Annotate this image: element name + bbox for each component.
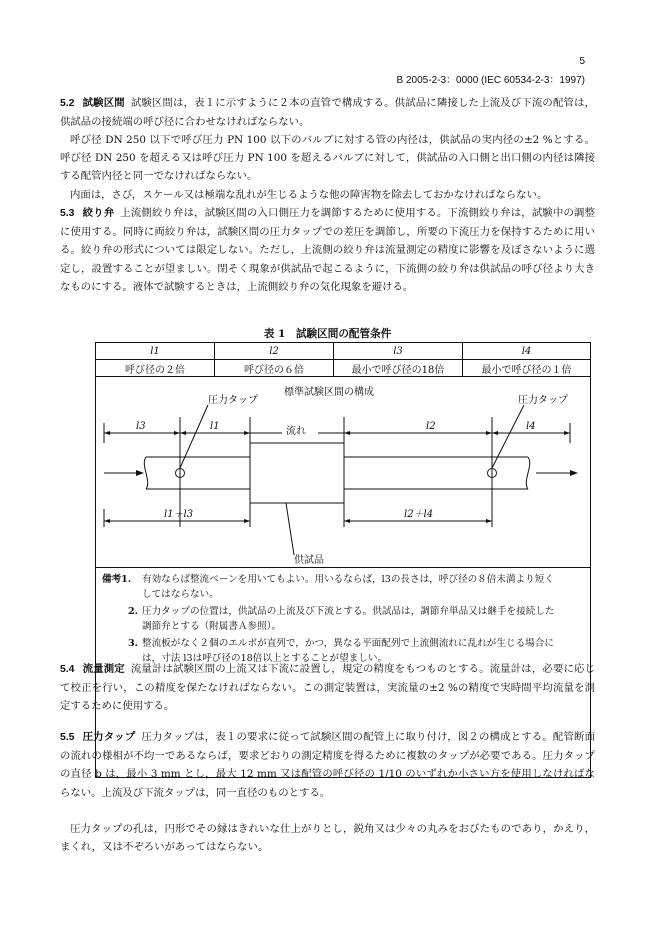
section-5-5 bbox=[60, 728, 595, 802]
section-number: 5.3 bbox=[60, 208, 75, 219]
standard-number: B 2005-2-3：0000 (IEC 60534-2-3：1997) bbox=[396, 75, 585, 86]
paragraph-text: 圧力タップの孔は，円形でその縁はきれいな仕上がりとし，鋭角又は少々の丸みをおびたものであり，かえり，まくれ，又は不ぞろいがあってはならない。 bbox=[60, 823, 595, 854]
paragraph-text: 試験区間は，表１に示すように２本の直管で構成する。供試品に隣接した上流及び下流の配管は，供試品の接続端の呼び径に合わせなければならない。 bbox=[60, 97, 595, 129]
arrowhead bbox=[492, 431, 498, 435]
table-header-l1: l1 bbox=[96, 343, 215, 360]
tap-label-right: 圧力タップ bbox=[518, 395, 568, 406]
section-title: 流量測定 bbox=[82, 663, 125, 675]
dim-label-l3: l3 bbox=[136, 421, 146, 432]
section-5-3 bbox=[60, 204, 595, 296]
section-5-2 bbox=[60, 94, 595, 131]
table-header-row bbox=[96, 343, 590, 360]
notes-heading: 備考1. bbox=[102, 574, 132, 585]
table-cell: 呼び径の２倍 bbox=[96, 360, 215, 377]
section-5-4 bbox=[60, 660, 595, 716]
dim-label-l2: l2 bbox=[426, 421, 436, 432]
section-title: 絞り弁 bbox=[82, 207, 115, 219]
section-number: 5.4 bbox=[60, 664, 75, 675]
paragraph-text: 圧力タップは，表１の要求に従って試験区間の配管上に取り付け，図２の構成とする。配管断面の流れの様相が不均一であるならば，要求どおりの測定精度を得るために複数のタップが必要である。圧力タップの直径 b は，最小 3 mm とし，最大 12 mm 又は配管の呼び径の 1/10 のいずれか小さい方を使用しなければならない。上流及び下流タップは，同一直径のものとする。 bbox=[60, 731, 595, 799]
paragraph-text: 上流側絞り弁は，試験区間の入口側圧力を調節するために使用する。下流側絞り弁は，試験中の調整に使用する。同時に両絞り弁は，試験区間の圧力タップでの差圧を調節し，所要の下流圧力を保持するために用いる。絞り弁の形式については限定しない。ただし，上流側の絞り弁は流量測定の精度に影響を及ぼさないように選定し，設置することが望ましい。閉そく現象が供試品で起こるように，下流側の絞り弁は供試品の呼び径より大きなものにする。液体で試験するときは，上流側絞り弁の気化現象を避ける。 bbox=[60, 207, 596, 293]
arrowhead bbox=[174, 431, 180, 435]
pipe-break-left bbox=[144, 457, 147, 489]
arrowhead bbox=[104, 431, 110, 435]
section-title: 圧力タップ bbox=[82, 731, 136, 743]
leader-line bbox=[286, 503, 294, 555]
arrowhead bbox=[180, 431, 186, 435]
diagram-title: 標準試験区間の構成 bbox=[284, 387, 374, 398]
dut-label: 供試品 bbox=[294, 555, 324, 566]
dim-label-l4: l4 bbox=[526, 421, 536, 432]
table-caption: 表 1 試験区間の配管条件 bbox=[263, 328, 392, 340]
arrowhead bbox=[486, 519, 492, 523]
table-header-l2: l2 bbox=[215, 343, 334, 360]
paragraph-text: 呼び径 DN 250 以下で呼び圧力 PN 100 以下のバルブに対する管の内径は，供試品の実内径の±2 %とする。呼び径 DN 250 を超える又は呼び圧力 PN 100 を超えるバルブに対して，供試品の入口側と出口側の内径は隣接する配管内径と同一でなければならない。 bbox=[60, 134, 595, 183]
table-header-l4: l4 bbox=[463, 343, 591, 360]
dut-body bbox=[250, 443, 344, 503]
dim-label-l1: l1 bbox=[210, 421, 220, 432]
paragraph bbox=[60, 186, 595, 204]
section-number: 5.2 bbox=[60, 98, 75, 109]
arrowhead bbox=[564, 431, 570, 435]
table-row bbox=[96, 360, 590, 377]
arrowhead bbox=[344, 431, 350, 435]
table-cell: 最小で呼び径の18倍 bbox=[334, 360, 463, 377]
pipe-break-right bbox=[526, 457, 529, 489]
paragraph bbox=[60, 131, 595, 186]
arrowhead bbox=[486, 431, 492, 435]
section-number: 5.5 bbox=[60, 732, 75, 743]
table-cell: 最小で呼び径の１倍 bbox=[463, 360, 591, 377]
arrowhead bbox=[344, 519, 350, 523]
piping-conditions-table bbox=[96, 343, 590, 377]
dim-label-l1-l3: l1＋l3 bbox=[164, 509, 194, 520]
test-section-diagram bbox=[96, 377, 590, 567]
page-number: 5 bbox=[579, 56, 585, 67]
arrowhead bbox=[104, 519, 110, 523]
paragraph-text: 内面は，さび，スケール又は極端な乱れが生じるような他の障害物を除去しておかなければならない。 bbox=[70, 189, 548, 201]
tap-label-left: 圧力タップ bbox=[208, 395, 258, 406]
paragraph bbox=[60, 820, 595, 856]
leader-line bbox=[492, 405, 524, 468]
note-1: 有効ならば整流ベーンを用いてもよい。用いるならば，l3の長さは，呼び径の８倍未満より短くしてはならない。 bbox=[142, 574, 554, 601]
arrowhead bbox=[570, 470, 578, 476]
arrowhead bbox=[244, 519, 250, 523]
dim-label-l2-l4: l2＋l4 bbox=[404, 509, 434, 520]
arrowhead bbox=[244, 431, 250, 435]
paragraph-text: 流量計は試験区間の上流又は下流に設置し，規定の精度をもつものとする。流量計は，必要に応じて校正を行い，この精度を保たなければならない。この測定装置は，実流量の±2 %の精度で実時間平均流量を測定するために使用する。 bbox=[60, 663, 595, 713]
leader-line bbox=[180, 405, 208, 468]
flow-label: 流れ bbox=[286, 426, 306, 437]
note-2: 2. 圧力タップの位置は，供試品の上流及び下流とする。供試品は，調節弁単品又は継手を接続した調節弁とする（附属書Ａ参照）。 bbox=[128, 606, 555, 633]
table-header-l3: l3 bbox=[334, 343, 463, 360]
note-3: 3. 整流板がなく２個のエルボが直列で，かつ，異なる平面配列で上流側流れに乱れが生じる場合には，寸法 l3は呼び径の18倍以上とすることが望ましい。 bbox=[128, 638, 554, 665]
arrowhead bbox=[136, 470, 144, 476]
section-title: 試験区間 bbox=[82, 97, 125, 109]
table-cell: 呼び径の６倍 bbox=[215, 360, 334, 377]
